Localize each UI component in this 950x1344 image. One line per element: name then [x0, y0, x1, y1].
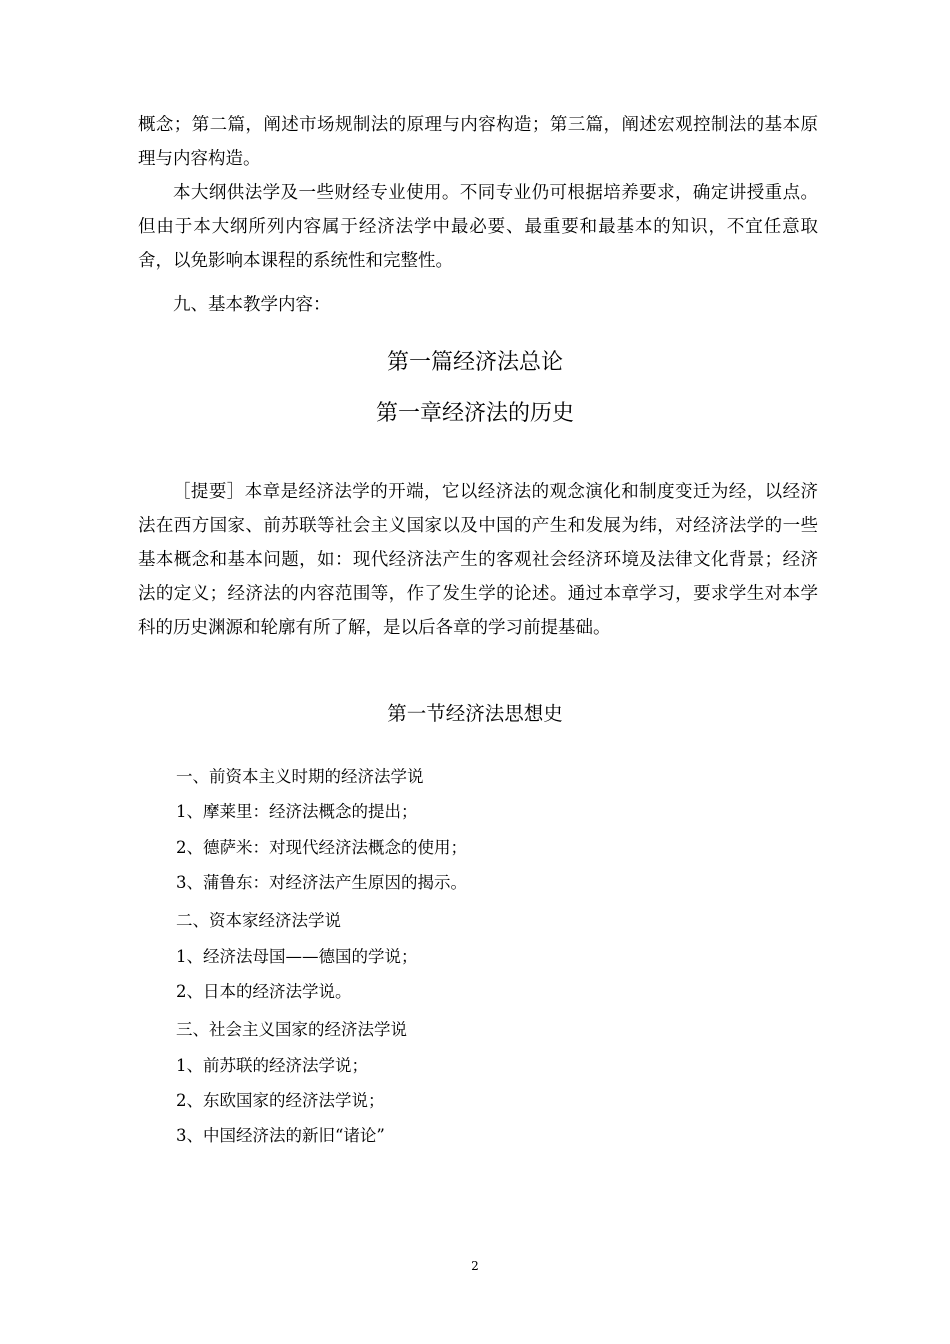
outline-heading-3: 三、社会主义国家的经济法学说	[176, 1020, 407, 1039]
chapter-summary-paragraph: ［提要］本章是经济法学的开端，它以经济法的观念演化和制度变迁为经，以经济法在西方国家、前苏联等社会主义国家以及中国的产生和发展为纬，对经济法学的一些基本概念和基本问题，如：现代经济法产生的客观社会经济环境及法律文化背景；经济法的定义；经济法的内容范围等，作了发生学的论述。通过本章学习，要求学生对本学科的历史渊源和轮廓有所了解，是以后各章的学习前提基础。	[138, 482, 818, 638]
outline-heading-1: 一、前资本主义时期的经济法学说	[176, 767, 424, 786]
item-nine-heading: 九、基本教学内容：	[173, 295, 331, 315]
chapter-title: 第一章经济法的历史	[375, 401, 574, 426]
outline-item: 1、前苏联的经济法学说；	[176, 1056, 368, 1075]
outline-item: 3、蒲鲁东：对经济法产生原因的揭示。	[176, 873, 467, 892]
intro-continuation-paragraph: 概念；第二篇，阐述市场规制法的原理与内容构造；第三篇，阐述宏观控制法的基本原理与内容构造。	[138, 115, 818, 169]
outline-item: 2、东欧国家的经济法学说；	[176, 1091, 385, 1110]
outline-item: 2、德萨米：对现代经济法概念的使用；	[176, 838, 467, 857]
outline-heading-2: 二、资本家经济法学说	[176, 911, 341, 930]
part-title: 第一篇经济法总论	[386, 350, 563, 375]
outline-item: 1、经济法母国——德国的学说；	[176, 947, 418, 966]
usage-note-paragraph: 本大纲供法学及一些财经专业使用。不同专业仍可根据培养要求，确定讲授重点。但由于本大纲所列内容属于经济法学中最必要、最重要和最基本的知识，不宜任意取舍，以免影响本课程的系统性和完整性。	[138, 183, 818, 271]
page-number: 2	[471, 1259, 479, 1273]
outline-item: 3、中国经济法的新旧“诸论”	[176, 1126, 385, 1145]
outline-item: 2、日本的经济法学说。	[176, 982, 352, 1001]
section-title: 第一节经济法思想史	[387, 702, 563, 725]
outline-item: 1、摩莱里：经济法概念的提出；	[176, 802, 418, 821]
